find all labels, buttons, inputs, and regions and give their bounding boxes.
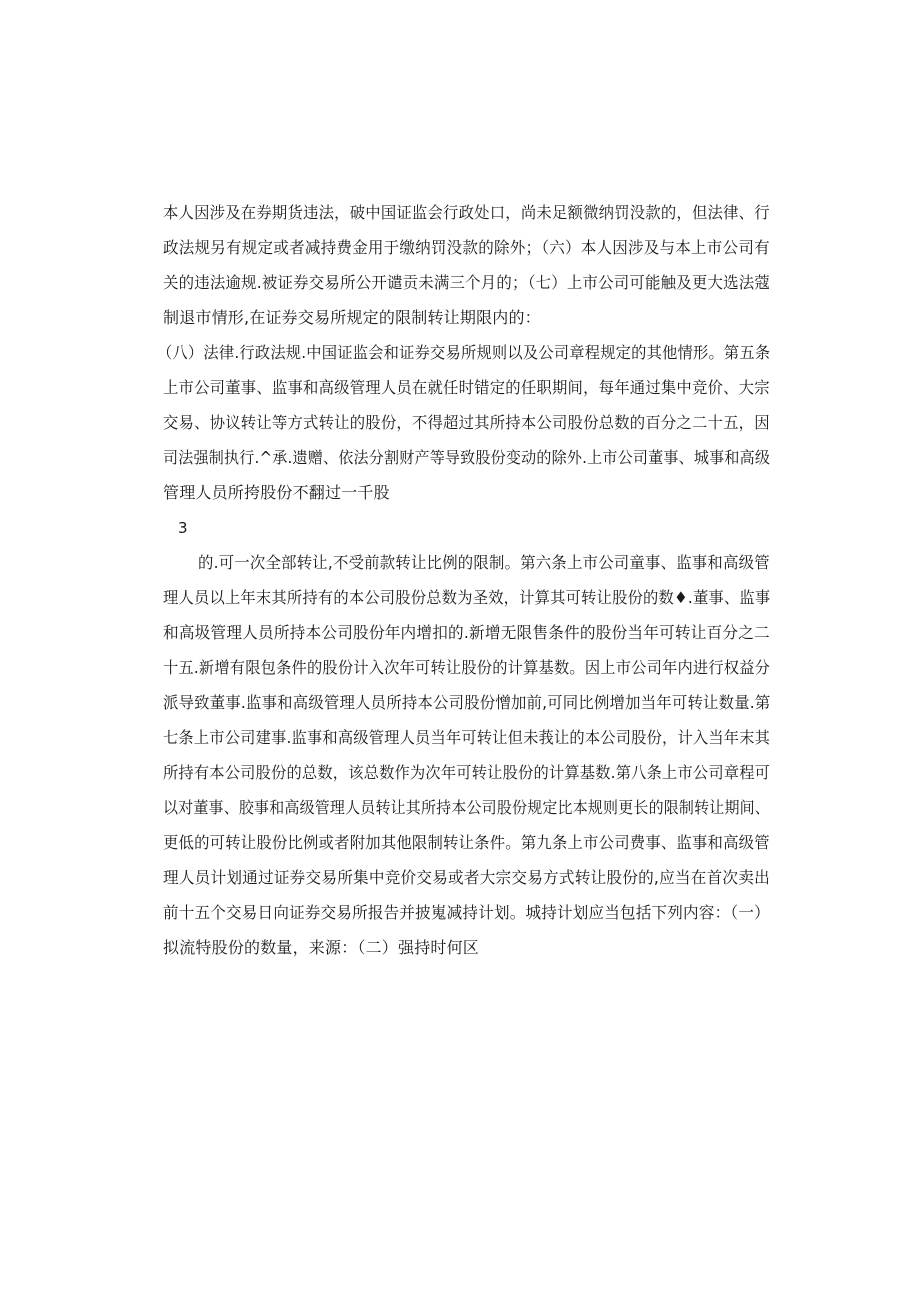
text-line: 制退市情形,在证券交易所规定的限制转让期限内的： (163, 308, 541, 327)
text-line: 交易、协议转让等方式转让的股份，不得超过其所持本公司股份总数的百分之二十五，因 (163, 413, 770, 432)
text-line: 管理人员所挎股份不翻过一千股 (163, 483, 390, 502)
text-line: 七条上市公司建事.监事和高级管理人员当年可转让但未莪让的本公司股份，计入当年末其 (163, 728, 771, 747)
text-line: 理人员以上年末其所持有的本公司股份总数为圣效，计算其可转让股份的数♦.董事、监事 (163, 588, 771, 607)
text-line: 关的违法逾规.被证券交易所公开谴贡未满三个月的；（七）上市公司可能触及更大选法蔻 (163, 273, 771, 292)
text-line: 派导致董事.监事和高级管理人员所持本公司股份憎加前,可同比例增加当年可转让数量.第 (163, 693, 771, 712)
text-line: （八）法律.行政法规.中国证监会和证券交易所规则以及公司章程规定的其他情形。第五条 (157, 343, 771, 362)
text-line: 理人员计划通过证券交易所集中竞价交易或者大宗交易方式转让股份的,应当在首次卖出 (163, 868, 770, 887)
text-line: 上市公司董事、监事和高级管理人员在就任时错定的任职期间，每年通过集中竞价、大宗 (163, 378, 770, 397)
text-line: 十五.新增有限包条件的股份计入次年可转让股份的计算基数。因上市公司年内进行权益分 (163, 658, 771, 677)
text-line: 前十五个交易日向证券交易所报告并披嵬减持计划。城持计划应当包括下列内容：（一） (163, 903, 770, 922)
text-line: 更低的可转让股份比例或者附加其他限制转让条件。第九条上市公司费事、监事和高级管 (163, 833, 770, 852)
text-line: 政法规另有规定或者减持费金用于缴纳罚没款的除外；（六）本人因涉及与本上市公司有 (163, 238, 770, 257)
text-line: 司法强制执行.^承.遗赠、依法分割财产等导致股份变动的除外.上市公司董事、城事和高级 (163, 448, 771, 467)
text-line: 以对董事、胶事和高级管理人员转让其所持本公司股份规定比本规则更长的限制转让期间、 (163, 798, 770, 817)
page-number: 3 (178, 519, 188, 537)
text-line: 本人因涉及在券期货违法，破中国证监会行政处口，尚未足额微纳罚没款的，但法律、行 (163, 203, 770, 222)
text-line: 所持有本公司股份的总数，该总数作为次年可转让股份的计算基数.第八条上市公司章程可 (163, 763, 771, 782)
text-line: 和高圾管理人员所持本公司股份年内增扣的.新增无限售条件的股份当年可转让百分之二 (163, 623, 770, 642)
text-line: 的.可一次全部转让,不受前款转让比例的限制。第六条上市公司童事、监事和高级管 (198, 553, 770, 572)
text-line: 拟流特股份的数量，来源：（二）强持时何区 (163, 938, 480, 957)
